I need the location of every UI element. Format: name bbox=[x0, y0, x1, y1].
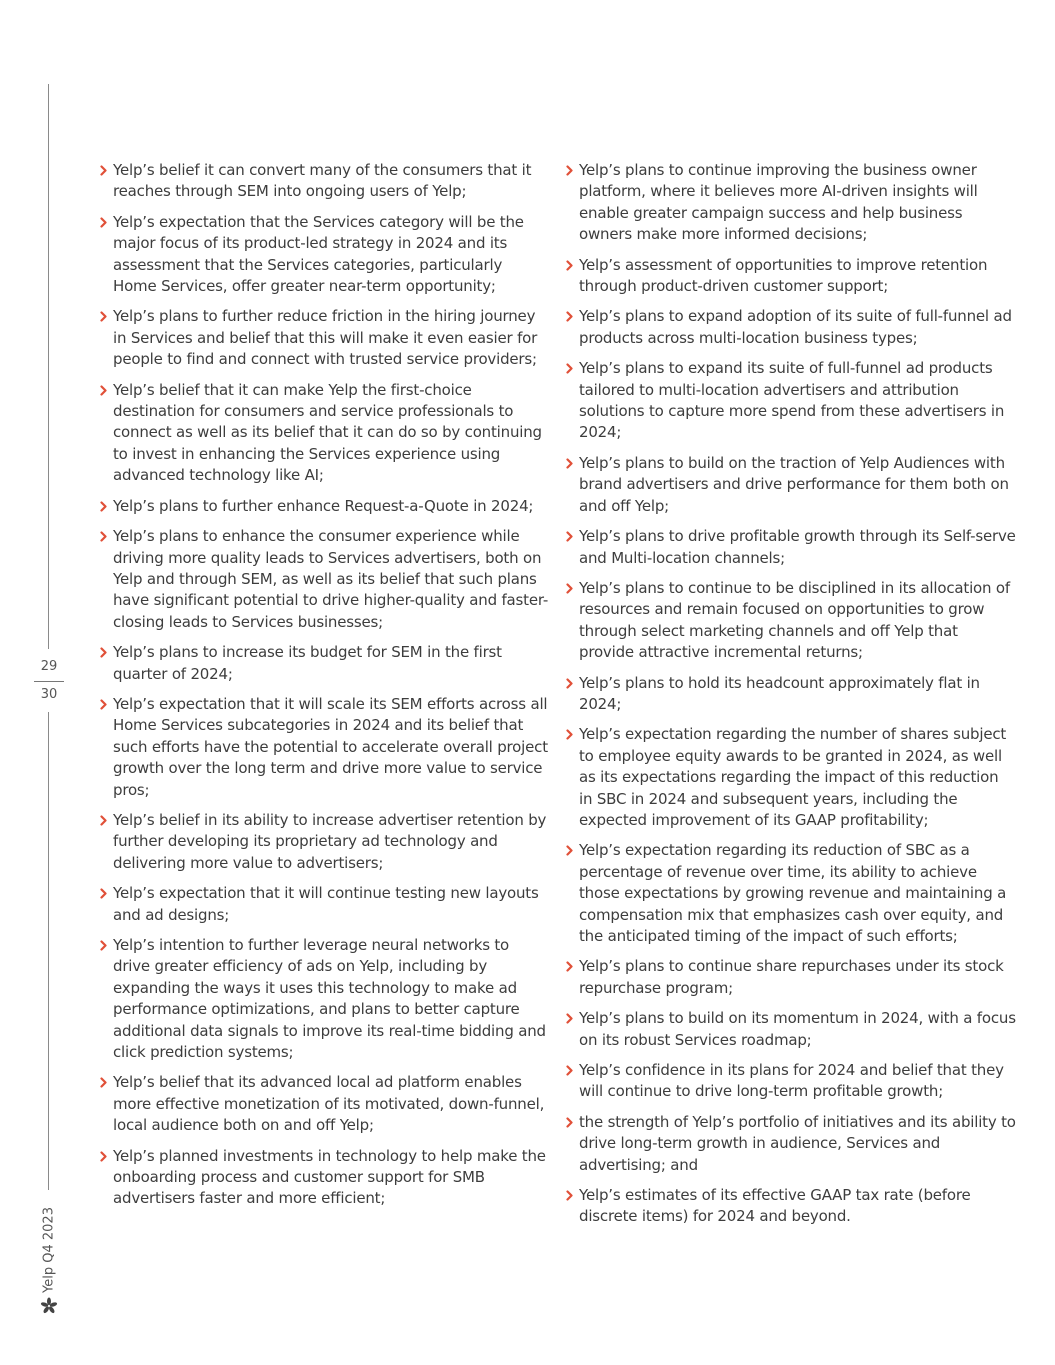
list-item-text: Yelp’s plans to continue to be disciplined in its allocation of resources and remain focused on opportunities to grow through select marketing channels and off Yelp that provide attractive incremental returns; bbox=[579, 578, 1010, 662]
list-item-text: Yelp’s plans to increase its budget for SEM in the first quarter of 2024; bbox=[113, 643, 502, 683]
list-item bbox=[566, 358, 1016, 444]
list-item-text: Yelp’s expectation that the Services category will be the major focus of its product-led strategy in 2024 and its assessment that the Services categories, particularly Home Services, offer greater near-term opportunity; bbox=[113, 212, 524, 296]
list-item bbox=[566, 578, 1016, 664]
list-item bbox=[566, 453, 1016, 517]
chevron-right-icon bbox=[100, 531, 108, 542]
list-item bbox=[100, 306, 550, 370]
chevron-right-icon bbox=[566, 260, 574, 271]
list-item-text: Yelp’s plans to further enhance Request-a-Quote in 2024; bbox=[113, 496, 534, 515]
side-rail-bottom bbox=[48, 712, 49, 1190]
chevron-right-icon bbox=[566, 1117, 574, 1128]
chevron-right-icon bbox=[100, 1077, 108, 1088]
chevron-right-icon bbox=[566, 1065, 574, 1076]
list-item-text: Yelp’s intention to further leverage neural networks to drive greater efficiency of ads on Yelp, including by expanding the ways it uses this technology to make ad performance optimizations, and plans to better capture additional data signals to improve its real-time bidding and click prediction systems; bbox=[113, 936, 546, 1062]
list-item-text: Yelp’s plans to build on its momentum in 2024, with a focus on its robust Services roadmap; bbox=[579, 1009, 1016, 1049]
list-item bbox=[100, 380, 550, 487]
list-item-text: Yelp’s belief it can convert many of the consumers that it reaches through SEM into ongoing users of Yelp; bbox=[113, 161, 532, 201]
chevron-right-icon bbox=[566, 583, 574, 594]
chevron-right-icon bbox=[566, 1190, 574, 1201]
list-item bbox=[100, 935, 550, 1063]
chevron-right-icon bbox=[100, 501, 108, 512]
page-number-divider bbox=[34, 681, 64, 682]
list-item-text: Yelp’s plans to hold its headcount approximately flat in 2024; bbox=[579, 673, 980, 713]
list-item bbox=[100, 810, 550, 874]
list-item bbox=[566, 255, 1016, 298]
chevron-right-icon bbox=[100, 647, 108, 658]
list-item-text: Yelp’s plans to continue improving the business owner platform, where it believes more AI-driven insights will enable greater campaign success and help business owners make more informed decisions; bbox=[579, 161, 978, 244]
list-item bbox=[566, 956, 1016, 999]
chevron-right-icon bbox=[100, 311, 108, 322]
list-item-text: Yelp’s assessment of opportunities to improve retention through product-driven customer support; bbox=[579, 255, 988, 296]
list-item bbox=[566, 673, 1016, 716]
list-item bbox=[566, 306, 1016, 349]
list-item bbox=[100, 526, 550, 633]
list-item-text: Yelp’s estimates of its effective GAAP tax rate (before discrete items) for 2024 and beyond. bbox=[579, 1186, 971, 1226]
left-column bbox=[100, 160, 550, 1219]
chevron-right-icon bbox=[566, 458, 574, 469]
list-item-text: Yelp’s expectation that it will continue testing new layouts and ad designs; bbox=[113, 884, 539, 924]
list-item bbox=[566, 724, 1016, 831]
list-item bbox=[100, 694, 550, 801]
chevron-right-icon bbox=[100, 888, 108, 899]
list-item-text: Yelp’s plans to further reduce friction in the hiring journey in Services and belief that this will make it even easier for people to find and connect with trusted service providers; bbox=[113, 307, 538, 369]
chevron-right-icon bbox=[100, 699, 108, 710]
list-item bbox=[566, 840, 1016, 947]
page-number-current: 29 bbox=[40, 659, 58, 674]
list-item bbox=[566, 160, 1016, 246]
list-item bbox=[566, 1185, 1016, 1228]
chevron-right-icon bbox=[100, 217, 108, 228]
chevron-right-icon bbox=[566, 729, 574, 740]
yelp-burst-icon bbox=[40, 1297, 58, 1315]
side-rail-top bbox=[48, 84, 49, 649]
list-item-text: Yelp’s plans to expand adoption of its suite of full-funnel ad products across multi-location business types; bbox=[579, 307, 1012, 347]
list-item-text: Yelp’s plans to build on the traction of Yelp Audiences with brand advertisers and drive performance for them both on and off Yelp; bbox=[579, 453, 1009, 515]
list-item-text: Yelp’s confidence in its plans for 2024 and belief that they will continue to drive long-term profitable growth; bbox=[579, 1061, 1004, 1101]
chevron-right-icon bbox=[100, 1151, 108, 1162]
list-item bbox=[100, 212, 550, 298]
chevron-right-icon bbox=[566, 363, 574, 374]
right-bullet-list bbox=[566, 160, 1016, 1228]
chevron-right-icon bbox=[100, 165, 108, 176]
list-item bbox=[566, 1060, 1016, 1103]
list-item bbox=[100, 1072, 550, 1136]
page-number-next: 30 bbox=[40, 687, 58, 702]
list-item-text: Yelp’s expectation regarding its reduction of SBC as a percentage of revenue over time, its ability to achieve those expectations by growing revenue and maintaining a compensation mix that emphasizes cash over equity, and the anticipated timing of the impact of such efforts; bbox=[579, 841, 1007, 945]
list-item-text: Yelp’s expectation regarding the number of shares subject to employee equity awards to be granted in 2024, as well as its expectations regarding the impact of this reduction in SBC in 2024 and subsequent years, including the expected improvement of its GAAP profitability; bbox=[579, 725, 1007, 829]
list-item bbox=[566, 1008, 1016, 1051]
list-item bbox=[100, 642, 550, 685]
list-item-text: Yelp’s plans to enhance the consumer experience while driving more quality leads to Services advertisers, both on Yelp and through SEM, as well as its belief that such plans have significant potential to drive higher-quality and faster-closing leads to Services businesses; bbox=[113, 527, 549, 631]
list-item bbox=[100, 1146, 550, 1210]
chevron-right-icon bbox=[566, 531, 574, 542]
list-item bbox=[100, 496, 550, 517]
chevron-right-icon bbox=[566, 1013, 574, 1024]
chevron-right-icon bbox=[566, 165, 574, 176]
list-item-text: Yelp’s belief in its ability to increase advertiser retention by further developing its proprietary ad technology and delivering more value to advertisers; bbox=[113, 810, 547, 872]
chevron-right-icon bbox=[566, 311, 574, 322]
chevron-right-icon bbox=[566, 678, 574, 689]
list-item-text: the strength of Yelp’s portfolio of initiatives and its ability to drive long-term growth in audience, Services and advertising; and bbox=[579, 1112, 1016, 1174]
list-item bbox=[100, 160, 550, 203]
list-item-text: Yelp’s plans to drive profitable growth through its Self-serve and Multi-location channels; bbox=[579, 527, 1016, 567]
footer-report-label: Yelp Q4 2023 bbox=[41, 1207, 57, 1293]
list-item-text: Yelp’s expectation that it will scale its SEM efforts across all Home Services subcategories in 2024 and its belief that such efforts have the potential to accelerate overall project growth over the long term and drive more value to service pros; bbox=[113, 694, 548, 799]
chevron-right-icon bbox=[100, 385, 108, 396]
list-item-text: Yelp’s belief that it can make Yelp the first-choice destination for consumers and service professionals to connect as well as its belief that it can do so by continuing to invest in enhancing the Services experience using advanced technology like AI; bbox=[113, 380, 542, 485]
chevron-right-icon bbox=[100, 940, 108, 951]
list-item-text: Yelp’s plans to continue share repurchases under its stock repurchase program; bbox=[579, 957, 1004, 997]
list-item bbox=[566, 1112, 1016, 1176]
list-item-text: Yelp’s planned investments in technology to help make the onboarding process and customer support for SMB advertisers faster and more efficient; bbox=[113, 1146, 546, 1208]
list-item bbox=[100, 883, 550, 926]
chevron-right-icon bbox=[100, 815, 108, 826]
right-column bbox=[566, 160, 1016, 1237]
list-item bbox=[566, 526, 1016, 569]
list-item-text: Yelp’s plans to expand its suite of full-funnel ad products tailored to multi-location advertisers and attribution solutions to capture more spend from these advertisers in 2024; bbox=[579, 359, 1005, 442]
left-bullet-list bbox=[100, 160, 550, 1210]
chevron-right-icon bbox=[566, 845, 574, 856]
list-item-text: Yelp’s belief that its advanced local ad platform enables more effective monetization of its motivated, down-funnel, local audience both on and off Yelp; bbox=[113, 1073, 545, 1135]
chevron-right-icon bbox=[566, 961, 574, 972]
